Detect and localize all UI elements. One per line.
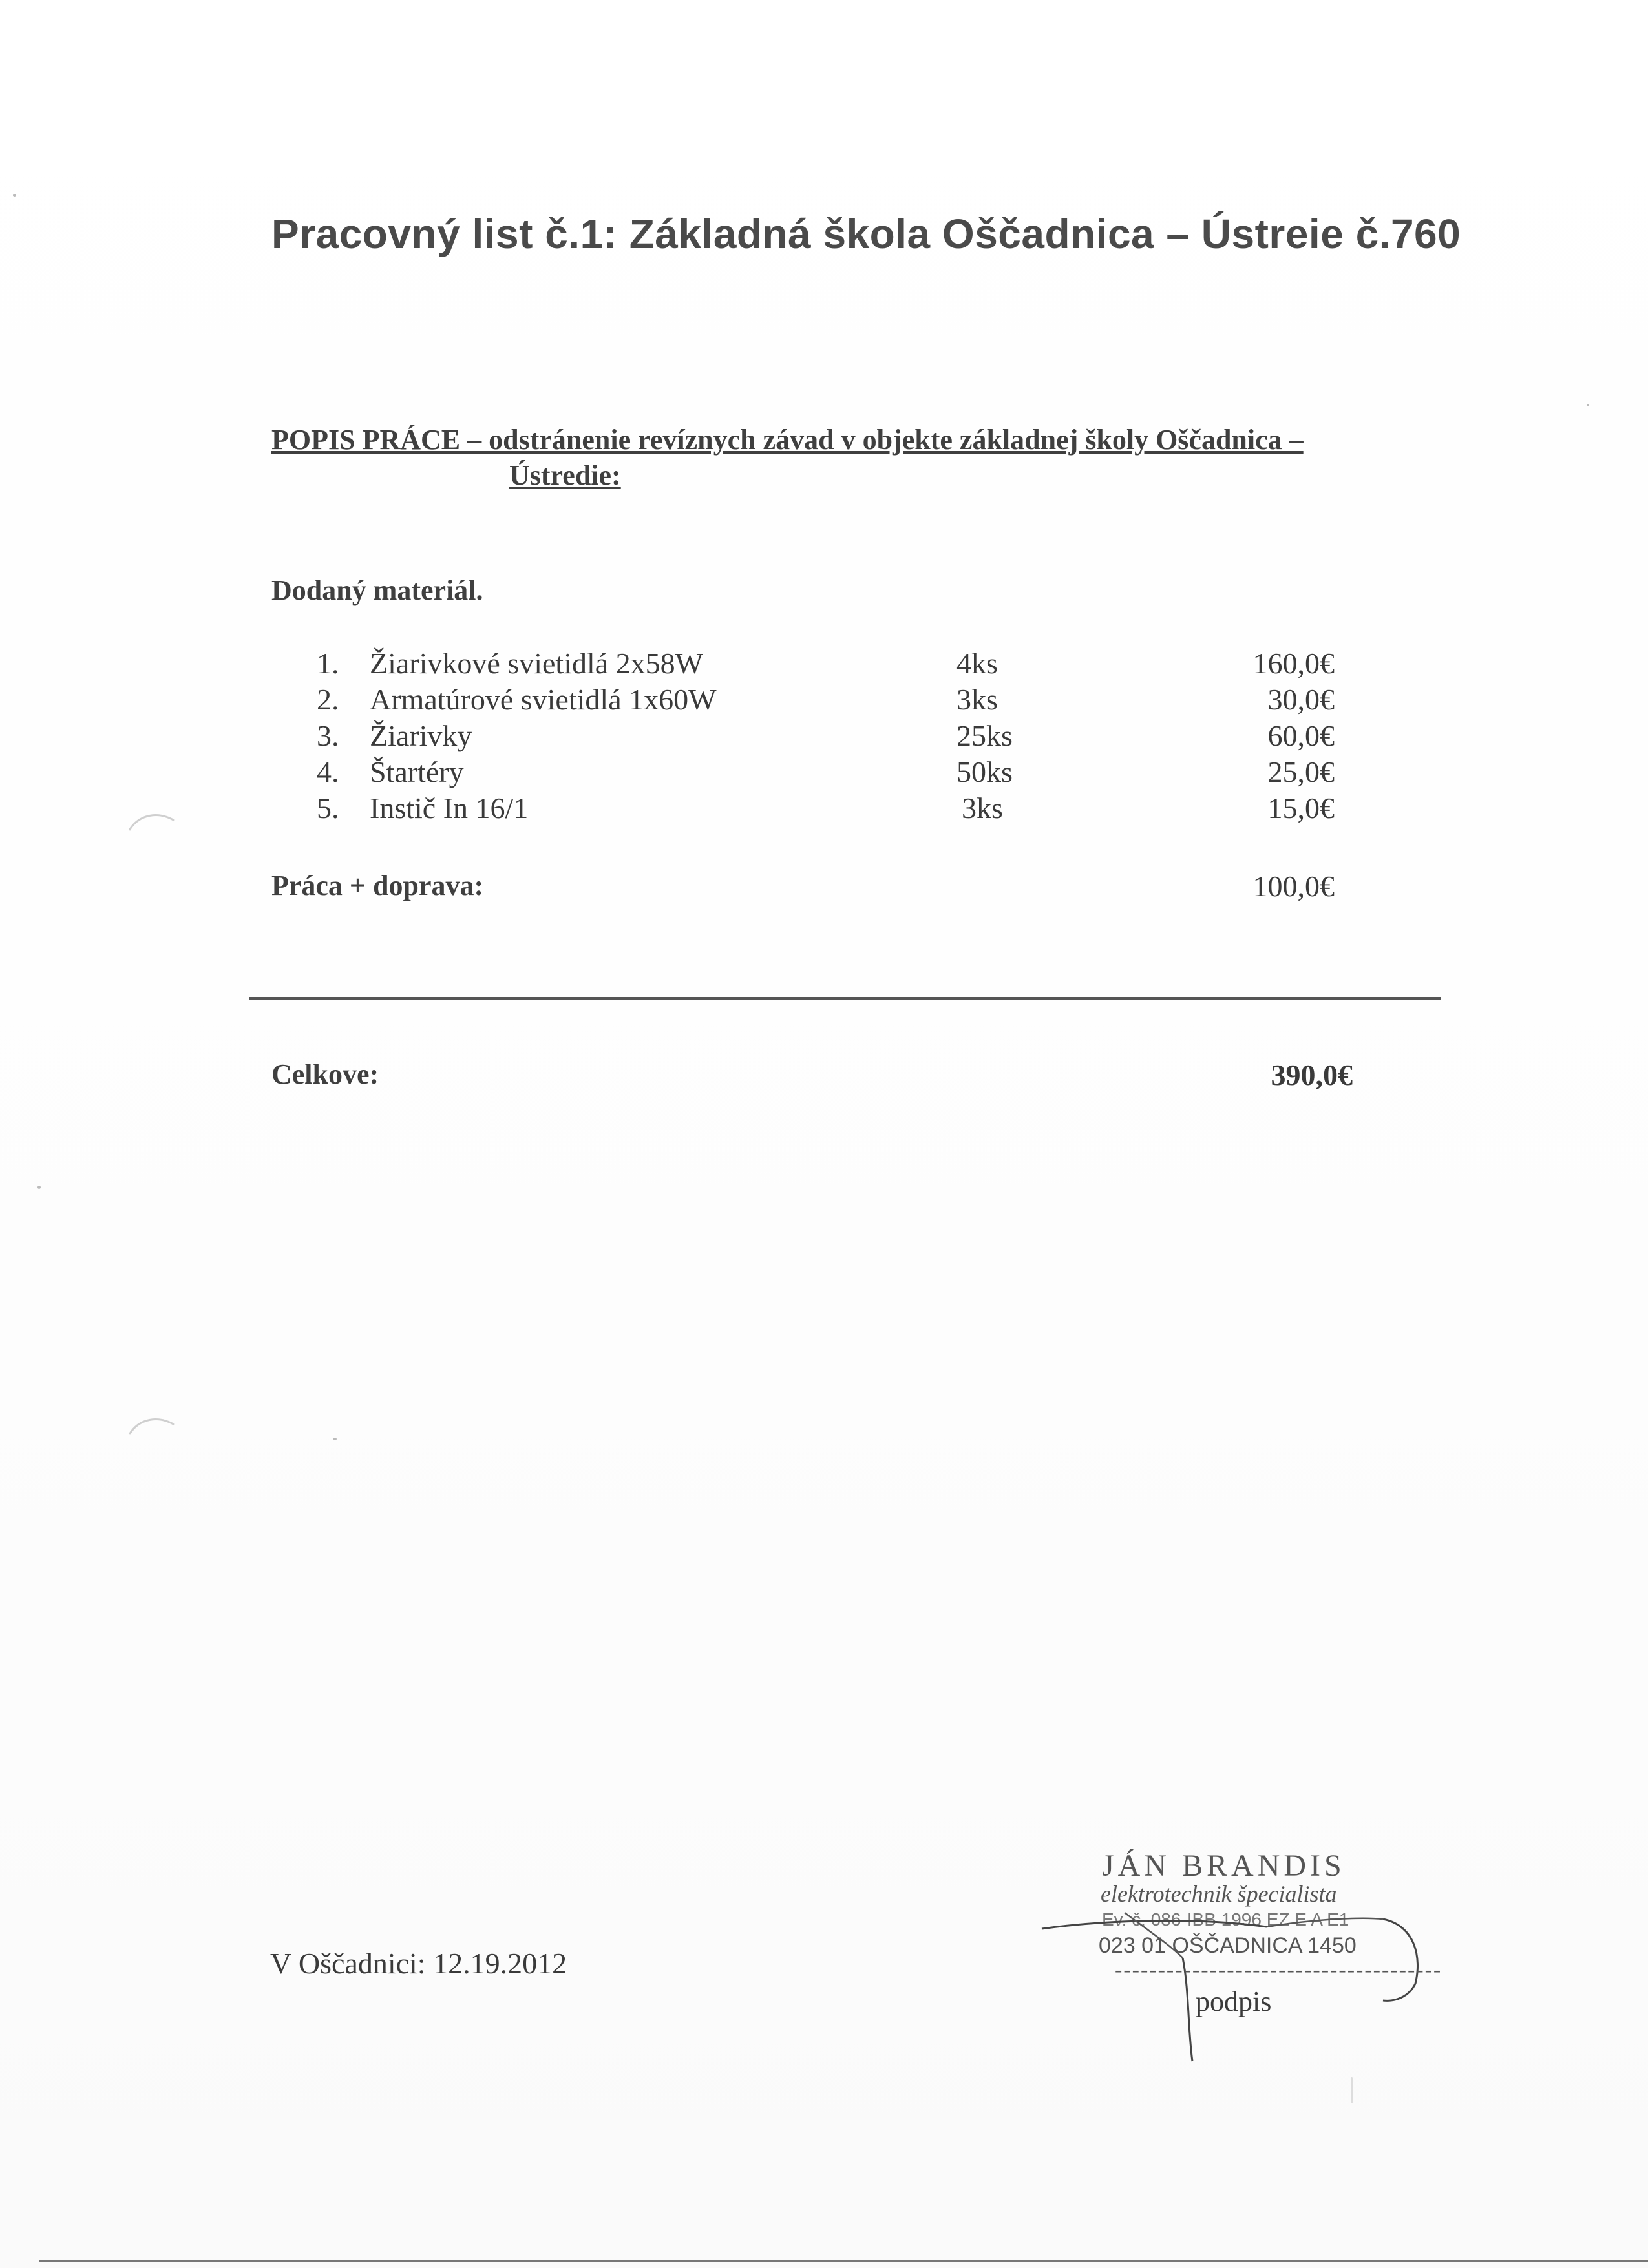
stamp-address: 023 01 OŠČADNICA 1450 xyxy=(1099,1933,1357,1958)
labor-value: 100,0€ xyxy=(1252,870,1335,903)
material-row xyxy=(0,719,1648,757)
stamp-role: elektrotechnik špecialista xyxy=(1101,1881,1337,1907)
material-price: 30,0€ xyxy=(1267,683,1335,716)
material-number: 1. xyxy=(317,647,339,680)
material-row xyxy=(0,791,1648,830)
material-quantity: 4ks xyxy=(956,647,998,680)
material-price: 160,0€ xyxy=(1252,647,1335,680)
material-price: 15,0€ xyxy=(1267,792,1335,824)
punch-hole-mark xyxy=(126,808,178,834)
material-quantity: 50ks xyxy=(956,755,1013,788)
material-name: Štartéry xyxy=(370,755,464,788)
material-price: 25,0€ xyxy=(1267,755,1335,788)
work-description-line2: Ústredie: xyxy=(509,459,621,491)
scan-speck xyxy=(13,194,16,197)
material-name: Žiarivky xyxy=(370,719,472,752)
material-name: Žiarivkové svietidlá 2x58W xyxy=(370,647,704,680)
material-quantity: 3ks xyxy=(956,683,998,716)
total-label: Celkove: xyxy=(271,1058,379,1090)
material-quantity: 25ks xyxy=(956,719,1013,752)
material-number: 3. xyxy=(317,719,339,752)
place-date: V Oščadnici: 12.19.2012 xyxy=(270,1947,567,1980)
material-row xyxy=(0,755,1648,793)
signature-label: podpis xyxy=(1196,1986,1272,2017)
work-description-line1: POPIS PRÁCE – odstránenie revíznych závad v objekte základnej školy Oščadnica – xyxy=(271,424,1304,456)
scan-speck xyxy=(1587,404,1589,406)
material-name: Armatúrové svietidlá 1x60W xyxy=(370,683,717,716)
scan-speck xyxy=(1351,2077,1353,2103)
stamp-registration: Ev. č. 086-IBB 1996 EZ E A E1 xyxy=(1102,1909,1349,1929)
material-number: 4. xyxy=(317,755,339,788)
punch-hole-mark xyxy=(126,1412,178,1438)
material-price: 60,0€ xyxy=(1267,719,1335,752)
material-row xyxy=(0,646,1648,685)
signature-line: -------------------------------------- xyxy=(1115,1958,1442,1982)
labor-label: Práca + doprava: xyxy=(271,870,484,901)
material-number: 5. xyxy=(317,792,339,824)
document-title: Pracovný list č.1: Základná škola Oščadnica – Ústreie č.760 xyxy=(271,211,1461,257)
material-number: 2. xyxy=(317,683,339,716)
scan-edge-line xyxy=(39,2260,1648,2262)
scan-speck xyxy=(333,1438,337,1440)
total-value: 390,0€ xyxy=(1271,1058,1353,1091)
materials-heading: Dodaný materiál. xyxy=(271,574,483,606)
material-quantity: 3ks xyxy=(962,792,1003,824)
scan-speck xyxy=(37,1186,41,1189)
material-name: Instič In 16/1 xyxy=(370,792,529,824)
total-divider xyxy=(249,997,1441,1000)
stamp-name: JÁN BRANDIS xyxy=(1102,1849,1346,1883)
material-row xyxy=(0,682,1648,721)
